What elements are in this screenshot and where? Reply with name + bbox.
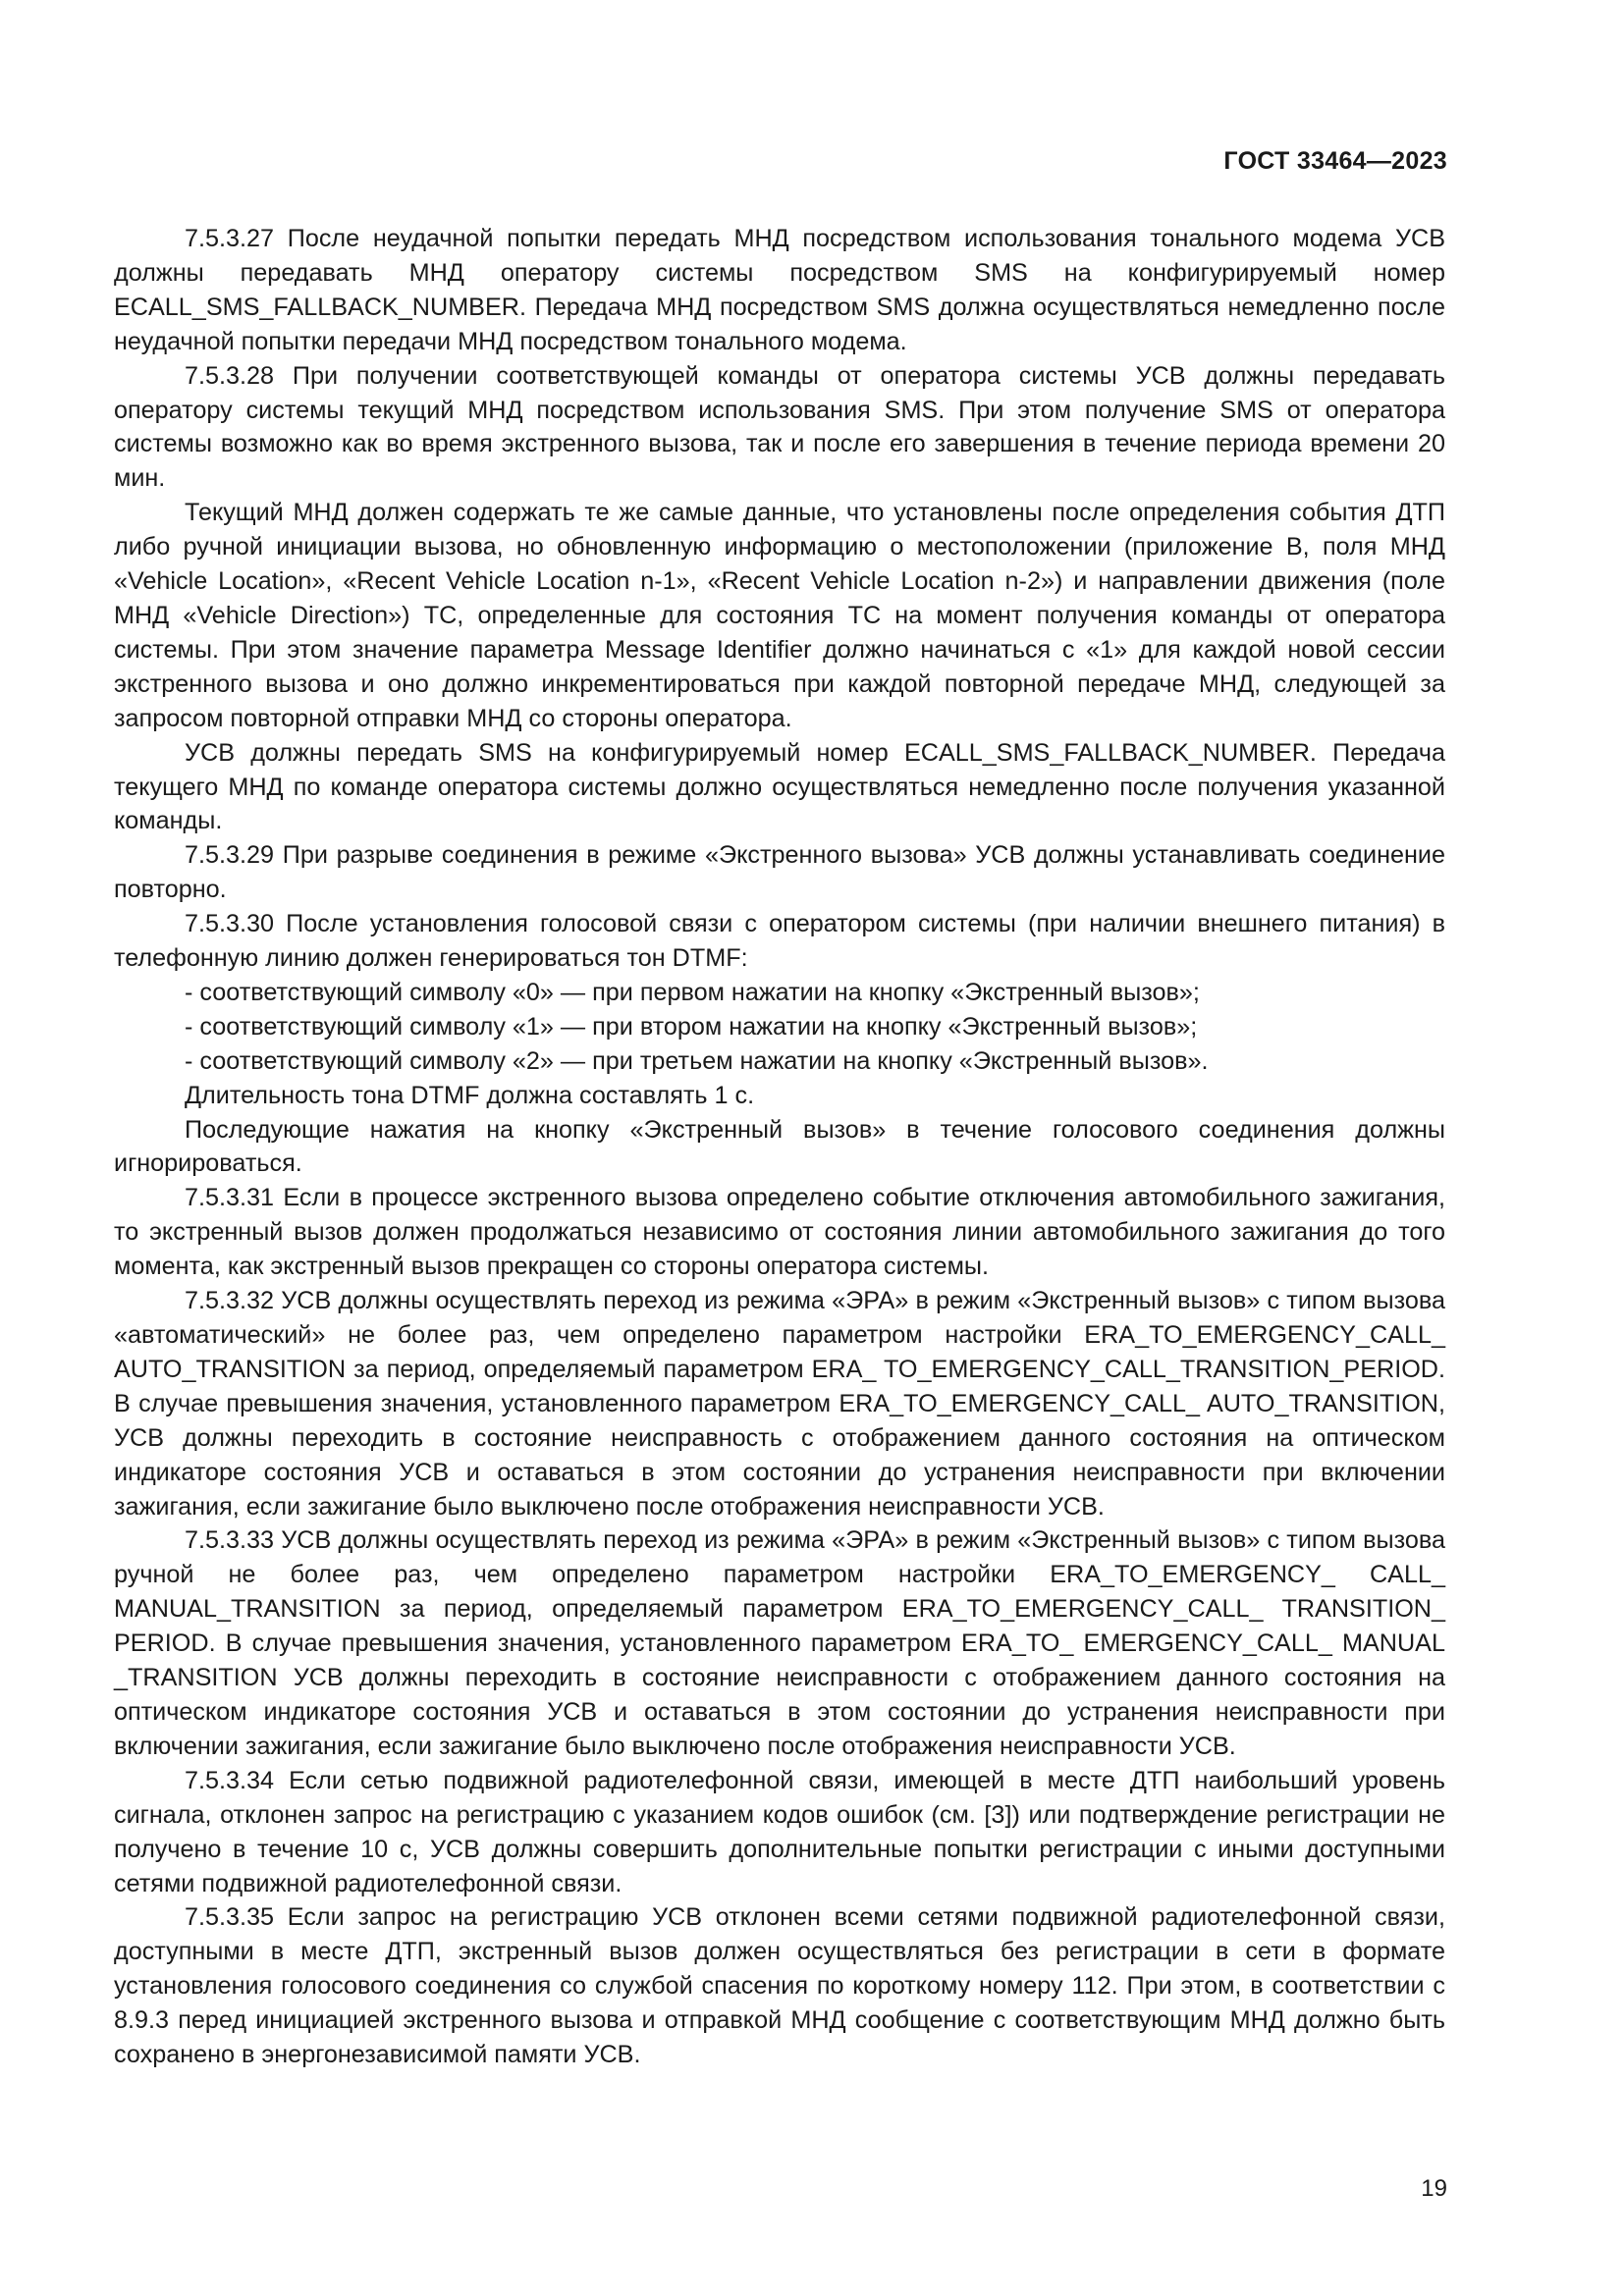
body-text xyxy=(114,222,1445,2072)
paragraph-7-5-3-30: 7.5.3.30 После установления голосовой связи с оператором системы (при наличии внешнего питания) в телефонную линию должен генерироваться тон DTMF: xyxy=(114,910,1445,973)
list-item: - соответствующий символу «1» — при втором нажатии на кнопку «Экстренный вызов»; xyxy=(185,1012,1198,1041)
paragraph-dtmf-duration: Длительность тона DTMF должна составлять 1 с. xyxy=(185,1081,755,1109)
standard-header: ГОСТ 33464—2023 xyxy=(1223,147,1447,175)
paragraph-7-5-3-27: 7.5.3.27 После неудачной попытки передать МНД посредством использования тонального модема УСВ должны передавать МНД оператору системы посредством SMS на конфигурируемый номер ECALL_SMS_FALLBACK_NUMBER. Передача МНД посредством SMS должна осуществляться немедленно после неудачной попытки передачи МНД посредством тонального модема. xyxy=(114,225,1445,355)
paragraph-sms-transfer: УСВ должны передать SMS на конфигурируемый номер ECALL_SMS_FALLBACK_NUMBER. Передача текущего МНД по команде оператора системы должно осуществляться немедленно после получения указанной команды. xyxy=(114,738,1445,835)
list-item: - соответствующий символу «0» — при первом нажатии на кнопку «Экстренный вызов»; xyxy=(185,978,1200,1006)
page-number: 19 xyxy=(1421,2175,1447,2202)
paragraph-subsequent-presses: Последующие нажатия на кнопку «Экстренный вызов» в течение голосового соединения должны игнорироваться. xyxy=(114,1115,1445,1178)
paragraph-7-5-3-33: 7.5.3.33 УСВ должны осуществлять переход из режима «ЭРА» в режим «Экстренный вызов» с типом вызова ручной не более раз, чем определено параметром настройки ERA_TO_EMERGENCY_ CALL_ MANUAL_TRANSITION за период, определяемый параметром ERA_TO_EMERGENCY_CALL_ TRANSITION_ PERIOD. В случае превышения значения, установленного параметром ERA_TO_ EMERGENCY_CALL_ MANUAL _TRANSITION УСВ должны переходить в состояние неисправности с отображением данного состояния на оптическом индикаторе состояния УСВ и оставаться в этом состоянии до устранения неисправности при включении зажигания, если зажигание было выключено после отображения неисправности УСВ. xyxy=(114,1526,1445,1760)
list-item: - соответствующий символу «2» — при третьем нажатии на кнопку «Экстренный вызов». xyxy=(185,1046,1209,1075)
paragraph-7-5-3-34: 7.5.3.34 Если сетью подвижной радиотелефонной связи, имеющей в месте ДТП наибольший уровень сигнала, отклонен запрос на регистрацию с указанием кодов ошибок (см. [3]) или подтверждение регистрации не получено в течение 10 с, УСВ должны совершить дополнительные попытки регистрации с иными доступными сетями подвижной радиотелефонной связи. xyxy=(114,1766,1445,1897)
paragraph-7-5-3-29: 7.5.3.29 При разрыве соединения в режиме «Экстренного вызова» УСВ должны устанавливать соединение повторно. xyxy=(114,841,1445,904)
paragraph-7-5-3-35: 7.5.3.35 Если запрос на регистрацию УСВ отклонен всеми сетями подвижной радиотелефонной связи, доступными в месте ДТП, экстренный вызов должен осуществляться без регистрации в сети в формате установления голосового соединения со службой спасения по короткому номеру 112. При этом, в соответствии с 8.9.3 перед инициацией экстренного вызова и отправкой МНД сообщение с соответствующим МНД должно быть сохранено в энергонезависимой памяти УСВ. xyxy=(114,1903,1445,2069)
paragraph-7-5-3-32: 7.5.3.32 УСВ должны осуществлять переход из режима «ЭРА» в режим «Экстренный вызов» с типом вызова «автоматический» не более раз, чем определено параметром настройки ERA_TO_EMERGENCY_CALL_ AUTO_TRANSITION за период, определяемый параметром ERA_ TO_EMERGENCY_CALL_TRANSITION_PERIOD. В случае превышения значения, установленного параметром ERA_TO_EMERGENCY_CALL_ AUTO_TRANSITION, УСВ должны переходить в состояние неисправность с отображением данного состояния на оптическом индикаторе состояния УСВ и оставаться в этом состоянии до устранения неисправности при включении зажигания, если зажигание было выключено после отображения неисправности УСВ. xyxy=(114,1287,1445,1521)
paragraph-7-5-3-31: 7.5.3.31 Если в процессе экстренного вызова определено событие отключения автомобильного зажигания, то экстренный вызов должен продолжаться независимо от состояния линии автомобильного зажигания до того момента, как экстренный вызов прекращен со стороны оператора системы. xyxy=(114,1184,1445,1281)
paragraph-current-mnd: Текущий МНД должен содержать те же самые данные, что установлены после определения события ДТП либо ручной инициации вызова, но обновленную информацию о местоположении (приложение В, поля МНД «Vehicle Location», «Recent Vehicle Location n-1», «Recent Vehicle Location n-2») и направлении движения (поле МНД «Vehicle Direction») ТС, определенные для состояния ТС на момент получения команды от оператора системы. При этом значение параметра Message Identifier должно начинаться с «1» для каждой новой сессии экстренного вызова и оно должно инкрементироваться при каждой повторной передаче МНД, следующей за запросом повторной отправки МНД со стороны оператора. xyxy=(114,499,1445,732)
paragraph-7-5-3-28: 7.5.3.28 При получении соответствующей команды от оператора системы УСВ должны передавать оператору системы текущий МНД посредством использования SMS. При этом получение SMS от оператора системы возможно как во время экстренного вызова, так и после его завершения в течение периода времени 20 мин. xyxy=(114,361,1445,493)
